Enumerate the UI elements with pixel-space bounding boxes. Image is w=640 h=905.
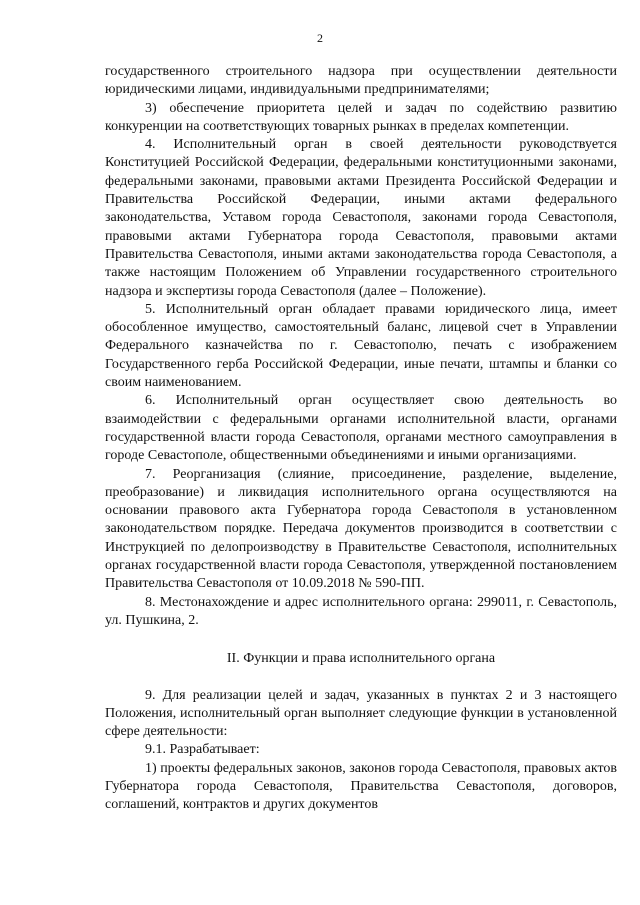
paragraph-6: 6. Исполнительный орган осуществляет свою деятельность во взаимодействии с федеральными органами исполнительной власти, органами государственной власти города Севастополя, органами местного самоуправления в городе Севастополе, общественными объединениями и иными организациями. (105, 393, 617, 464)
paragraph-7: 7. Реорганизация (слияние, присоединение, разделение, выделение, преобразование) и ликвидация исполнительного органа осуществляются на основании правового акта Губернатора города Севастополя в установленном законодательством порядке. Передача документов производится в соответствии с Инструкцией по делопроизводству в Правительстве Севастополя, исполнительных органах государственной власти города Севастополя, утвержденной постановлением Правительства Севастополя от 10.09.2018 № 590-ПП. (105, 466, 617, 592)
paragraph-4: 4. Исполнительный орган в своей деятельности руководствуется Конституцией Российской Федерации, федеральными конституционными законами, федеральными законами, правовыми актами Президента Российской Федерации и Правительства Российской Федерации, иными актами федерального законодательства, Уставом города Севастополя, законами города Севастополя, правовыми актами Губернатора города Севастополя, правовыми актами Правительства Севастополя, иными актами законодательства города Севастополя, а также настоящим Положением об Управлении государственного строительного надзора и экспертизы города Севастополя (далее – Положение). (105, 137, 617, 299)
document-body (105, 63, 617, 815)
paragraph-9-1: 9.1. Разрабатывает: (145, 742, 260, 758)
paragraph-9: 9. Для реализации целей и задач, указанных в пунктах 2 и 3 настоящего Положения, исполнительный орган выполняет следующие функции в установленной сфере деятельности: (105, 687, 617, 740)
paragraph-5: 5. Исполнительный орган обладает правами юридического лица, имеет обособленное имущество, самостоятельный баланс, лицевой счет в Управлении Федерального казначейства по г. Севастополю, печать с изображением Государственного герба Российской Федерации, иные печати, штампы и бланки со своим наименованием. (105, 301, 617, 391)
paragraph-9-1-item-1: 1) проекты федеральных законов, законов города Севастополя, правовых актов Губернатора города Севастополя, Правительства Севастополя, договоров, соглашений, контрактов и других документов (105, 760, 617, 813)
paragraph-8: 8. Местонахождение и адрес исполнительного органа: 299011, г. Севастополь, ул. Пушкина, 2. (105, 594, 617, 628)
paragraph-continuation: государственного строительного надзора при осуществлении деятельности юридическими лицами, индивидуальными предпринимателями; (105, 64, 617, 98)
section-heading: II. Функции и права исполнительного органа (226, 651, 496, 667)
paragraph-item-3: 3) обеспечение приоритета целей и задач по содействию развитию конкуренции на соответствующих товарных рынках в пределах компетенции. (105, 100, 617, 134)
page-number: 2 (317, 31, 323, 45)
